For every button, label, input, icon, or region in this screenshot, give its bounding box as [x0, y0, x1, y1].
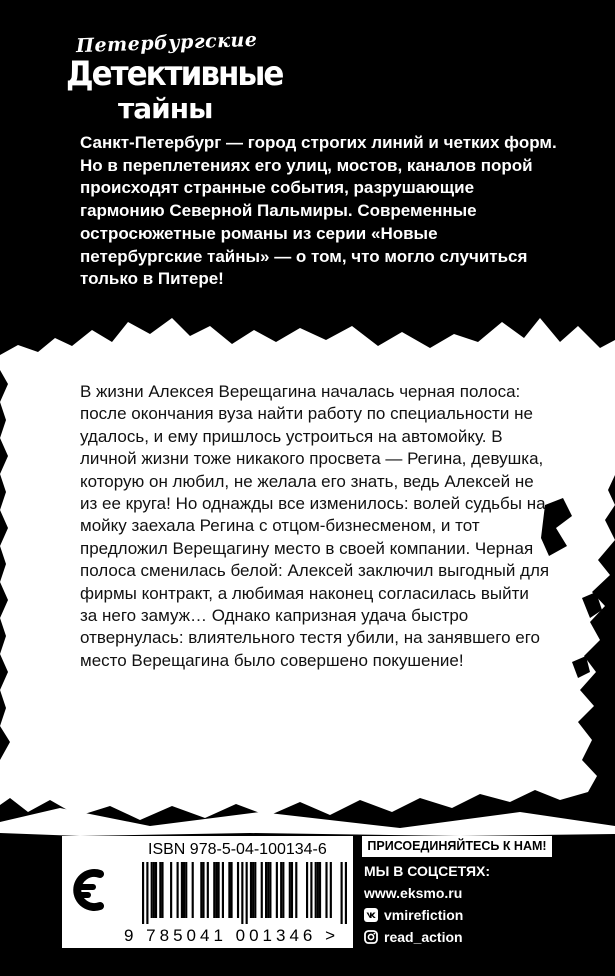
barcode-bar [330, 862, 332, 918]
barcode-bar [153, 862, 155, 918]
barcode-bar [161, 862, 163, 918]
barcode-bar [215, 862, 217, 918]
eksmo-logo-icon [66, 866, 110, 914]
website-link[interactable]: www.eksmo.ru [364, 885, 463, 901]
barcode-bar [291, 862, 293, 918]
series-title-line1: Петербургские [75, 28, 258, 58]
vk-link[interactable] [364, 907, 463, 923]
vk-handle: vmirefiction [384, 907, 464, 923]
barcode-bar [185, 862, 187, 918]
barcode-bar [252, 862, 254, 918]
series-blurb: Санкт-Петербург — город строгих линий и четких форм. Но в переплетениях его улиц, мостов, каналов порой происходят странные события, разрушающие гармонию Северной Пальмиры. Современные остросюжетные романы из серии «Новые петербургские тайны» — о том, что могло случиться только в Питере! [80, 133, 557, 289]
barcode-bar [269, 862, 271, 918]
barcode-bar [207, 862, 209, 918]
series-title-line2: Детективные [66, 54, 283, 94]
barcode-bar [254, 862, 256, 918]
barcode-digits: 9 785041 001346 > [124, 926, 340, 945]
barcode-bar [306, 862, 308, 918]
barcode-bar [159, 862, 161, 918]
barcode-bar [155, 862, 157, 918]
instagram-icon [364, 930, 378, 944]
barcode-bar [142, 862, 144, 924]
barcode-bar [213, 862, 215, 918]
barcode-bar [237, 862, 239, 918]
barcode-bar [146, 862, 148, 924]
barcode-bar [261, 862, 263, 918]
barcode-bar [200, 862, 202, 918]
barcode-bar [325, 862, 327, 918]
barcode-bar [319, 862, 321, 918]
barcode-bar [315, 862, 317, 918]
barcode-bar [345, 862, 347, 924]
barcode-bar [230, 862, 232, 918]
socials-heading: МЫ В СОЦСЕТЯХ: [364, 863, 491, 879]
barcode-bar [310, 862, 312, 918]
social-panel [362, 836, 555, 948]
barcode-bar [280, 862, 282, 918]
barcode-bar [177, 862, 179, 918]
barcode-bar [317, 862, 319, 918]
barcode-bar [289, 862, 291, 918]
instagram-handle: read_action [384, 929, 463, 945]
isbn-label: ISBN 978-5-04-100134-6 [148, 841, 327, 858]
barcode-bar [228, 862, 230, 918]
barcode-bar [282, 862, 284, 918]
barcode-bar [170, 862, 172, 918]
barcode-bar [181, 862, 183, 918]
barcode-bar [267, 862, 269, 918]
barcode-bar [202, 862, 204, 918]
barcode-panel [62, 836, 353, 948]
barcode-bar [250, 862, 252, 918]
series-title-line3: тайны [118, 92, 213, 125]
join-us-badge: ПРИСОЕДИНЯЙТЕСЬ К НАМ! [362, 836, 552, 857]
barcode-bar [222, 862, 224, 918]
barcode-bar [241, 862, 243, 924]
barcode-bar [246, 862, 248, 924]
book-synopsis: В жизни Алексея Верещагина началась черная полоса: после окончания вуза найти работу по специальности не удалось, и ему пришлось устроиться на автомойку. В личной жизни тоже никакого просвета — Регина, девушка, которую он любил, не желала его знать, ведь Алексей не из ее круга! Но однажды все изменилось: волей судьбы на мойку заехала Регина с отцом-бизнесменом, и тот предложил Верещагину место в своей компании. Черная полоса сменилась белой: Алексей заключил выгодный для фирмы контракт, а любимая наконец согласилась выйти за него замуж… Однако капризная удача быстро отвернулась: влиятельного тестя убили, на занявшего его место Верещагина было совершено покушение! [80, 382, 550, 670]
barcode-bar [192, 862, 194, 918]
ean-barcode [142, 862, 347, 924]
barcode-bar [183, 862, 185, 918]
vk-icon [364, 908, 378, 922]
barcode-bar [276, 862, 278, 918]
barcode-bar [151, 862, 153, 918]
barcode-bar [295, 862, 297, 918]
barcode-bar [265, 862, 267, 918]
instagram-link[interactable] [364, 929, 463, 945]
barcode-bar [218, 862, 220, 918]
barcode-bar [341, 862, 343, 924]
